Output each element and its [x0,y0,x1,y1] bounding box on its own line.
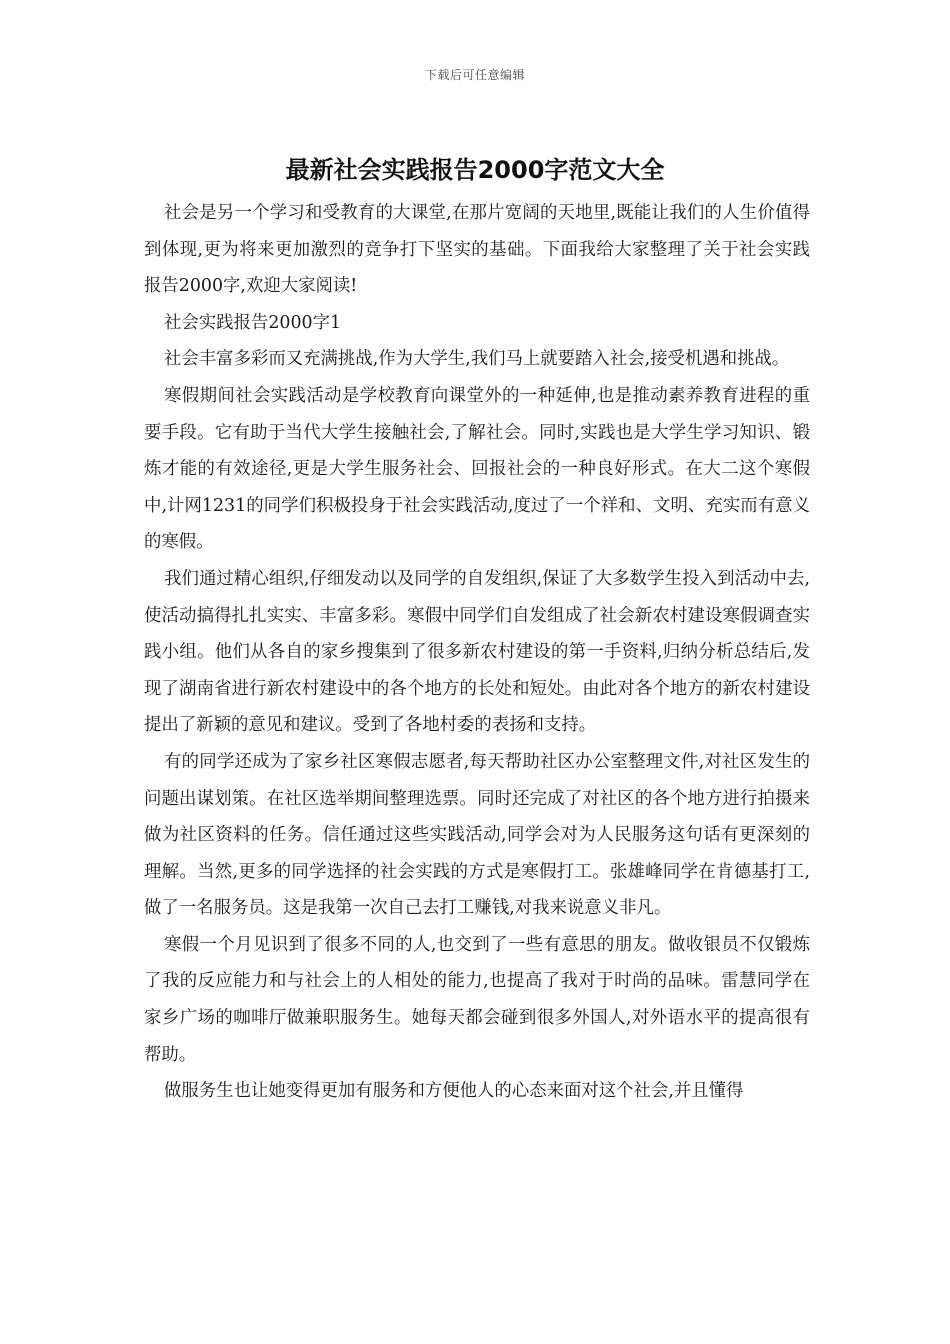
paragraph: 寒假一个月见识到了很多不同的人,也交到了一些有意思的朋友。做收银员不仅锻炼了我的反应能力和与社会上的人相处的能力,也提高了我对于时尚的品味。雷慧同学在家乡广场的咖啡厅做兼职服务生。她每天都会碰到很多外国人,对外语水平的提高很有帮助。 [144,934,810,1065]
paragraph: 我们通过精心组织,仔细发动以及同学的自发组织,保证了大多数学生投入到活动中去,使活动搞得扎扎实实、丰富多彩。寒假中同学们自发组成了社会新农村建设寒假调查实践小组。他们从各自的家乡搜集到了很多新农村建设的第一手资料,归纳分析总结后,发现了湖南省进行新农村建设中的各个地方的长处和短处。由此对各个地方的新农村建设提出了新颖的意见和建议。受到了各地村委的表扬和支持。 [144,568,810,736]
document-body [144,195,810,1110]
paragraph: 有的同学还成为了家乡社区寒假志愿者,每天帮助社区办公室整理文件,对社区发生的问题出谋划策。在社区选举期间整理选票。同时还完成了对社区的各个地方进行拍摄来做为社区资料的任务。信任通过这些实践活动,同学会对为人民服务这句话有更深刻的理解。当然,更多的同学选择的社会实践的方式是寒假打工。张雄峰同学在肯德基打工,做了一名服务员。这是我第一次自己去打工赚钱,对我来说意义非凡。 [144,751,810,919]
paragraph: 寒假期间社会实践活动是学校教育向课堂外的一种延伸,也是推动素养教育进程的重要手段。它有助于当代大学生接触社会,了解社会。同时,实践也是大学生学习知识、锻炼才能的有效途径,更是大学生服务社会、回报社会的一种良好形式。在大二这个寒假中,计网1231的同学们积极投身于社会实践活动,度过了一个祥和、文明、充实而有意义的寒假。 [144,385,810,553]
paragraph: 社会丰富多彩而又充满挑战,作为大学生,我们马上就要踏入社会,接受机遇和挑战。 [164,349,790,370]
header-note: 下载后可任意编辑 [424,68,525,82]
document-title: 最新社会实践报告2000字范文大全 [285,156,665,184]
section-heading: 社会实践报告2000字1 [164,312,342,333]
paragraph-intro: 社会是另一个学习和受教育的大课堂,在那片宽阔的天地里,既能让我们的人生价值得到体现,更为将来更加激烈的竞争打下坚实的基础。下面我给大家整理了关于社会实践报告2000字,欢迎大家阅读! [144,203,810,297]
paragraph: 做服务生也让她变得更加有服务和方便他人的心态来面对这个社会,并且懂得 [164,1081,744,1102]
